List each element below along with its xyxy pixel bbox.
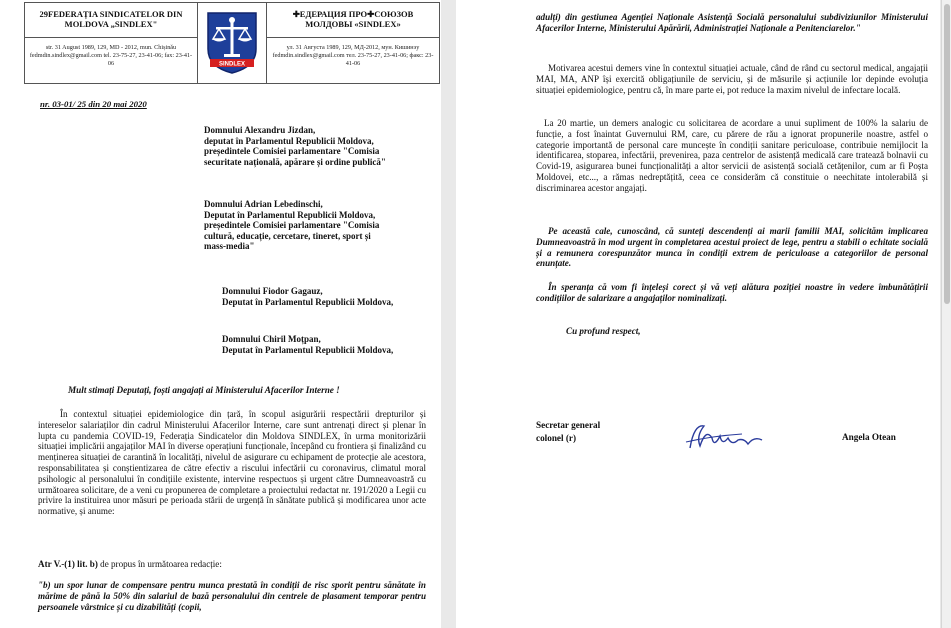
handwritten-signature-icon: [682, 418, 772, 458]
addressee-3-name: Domnului Fiodor Gagauz,: [222, 286, 323, 296]
closing-line: Cu profund respect,: [566, 326, 641, 336]
org-name-ru: ✚ЕДЕРАЦИЯ ПРО✚СОЮЗОВ МОЛДОВЫ «SINDLEX»: [267, 3, 439, 38]
article-line: [38, 559, 426, 570]
paragraph-motivation: Motivarea acestui demers vine în contextul situației actuale, când de rând cu sectorul medical, angajații MAI, MA, ANP își exercită obligațiunile de serviciu, și de măsurile și acțiunile lor depinde evoluția situației epidemiologice, pentru că, în mare parte ei, pot reduce la maxim nivelul de infectare locală.: [536, 63, 928, 95]
reference-number: nr. 03-01/ 25 din 20 mai 2020: [40, 99, 147, 109]
document-page-right: [456, 0, 940, 628]
addressee-1-name: Domnului Alexandru Jizdan,: [204, 125, 316, 135]
org-address-ro: str. 31 August 1989, 129, MD - 2012, mun. Chișinău fedmdin.sindlex@gmail.com tel. 23-75-27, 23-41-06; fax: 23-41-06: [29, 44, 193, 67]
addressee-3: [222, 286, 402, 307]
addressee-2-name: Domnului Adrian Lebedinschi,: [204, 199, 323, 209]
org-address-ru: ул. 31 Августа 1989, 129, МД-2012, мун. Кишинэу fedmdin.sindlex@gmail.com тел. 23-75-27, 23-41-06; факс: 23-41-06: [272, 44, 434, 67]
salutation: Mult stimați Deputați, foști angajați ai Ministerului Afacerilor Interne !: [68, 385, 340, 395]
addressee-3-body: Deputat în Parlamentul Republicii Moldova,: [222, 296, 394, 307]
addressee-4: [222, 334, 402, 355]
article-reference: Atr V.-(1) lit. b): [38, 559, 98, 569]
paragraph-request: Pe această cale, cunoscând, că sunteți descendenți ai marii familii MAI, solicităm implicarea Dumneavoastră în mod urgent în completarea acestui proiect de lege, pentru a stabili o echitate socială și a remunera corespunzător munca în condiții extrem de periculoase a categoriilor de personal enunțate.: [536, 226, 928, 269]
signer-rank: colonel (r): [536, 433, 577, 443]
document-page-left: [0, 0, 441, 628]
addressee-4-name: Domnului Chiril Moțpan,: [222, 334, 321, 344]
article-instruction: de propus în următoarea redacție:: [97, 559, 222, 569]
signer-role-title: Secretar general: [536, 420, 601, 430]
vertical-scrollbar[interactable]: [941, 0, 951, 628]
paragraph-demand: La 20 martie, un demers analogic cu solicitarea de acordare a unui supliment de 100% la salariu de funcție, a fost înaintat Guvernului RM, care, cu părere de rău a ignorat propunerile noastre, astfel o categorie importantă de personal care muncește în condiții sanitare periculoase, contribuie nemijlocit la identificarea, stoparea, infectării, prevenirea, paza centrelor de asistență medicală care tratează bolnavii cu Covid-19, asigurarea bunei funcționalități a altor servicii de asistență socială cetățenilor, cum ar fi Poșta Moldovei, etc..., a rămas nedreptățită, ceea ce considerăm că constituie o neechitate intolerabilă și discriminarea acestor angajați.: [536, 118, 928, 193]
addressee-1-body: deputat în Parlamentul Republicii Moldova, președintele Comisiei parlamentare "Comisia securitate națională, apărare și ordine publică": [204, 135, 386, 167]
proposal-quote-end: adulți) din gestiunea Agenției Naționale Asistență Socială personalului subdiviziunilor Ministerului Afacerilor Interne, Ministerului Apărării, Administrației Naționale a Penitenciarelor.": [536, 12, 928, 33]
addressee-2-body: Deputat în Parlamentul Republicii Moldova, președintele Comisiei parlamentare "Comisia cultură, educație, cercetare, tineret, sport și mass-media": [204, 209, 380, 252]
org-name-ro: 29FEDERAȚIA SINDICATELOR DIN MOLDOVA „SINDLEX": [25, 3, 197, 38]
scrollbar-thumb[interactable]: [944, 4, 950, 304]
sindlex-logo-icon: [202, 9, 262, 75]
paragraph-context: În contextul situației epidemiologice din țară, în scopul asigurării respectării drepturilor și intereselor salariaților din cadrul Ministerului Afacerilor Interne, care sunt antrenați direct și plenar în lupta cu pandemia COVID-19, Federația Sindicatelor din Moldova SINDLEX, în urma monitorizării situației implicării angajaților MAI în diverse operațiuni funcționale, începând cu frontiera și finalizând cu menținerea situației de carantină în localități, nivelul de asigurare cu echipament de protecție ale acestora, responsabilitatea și conștientizarea de către efectiv a riscului infectării cu coronavirus, climatul moral psihologic al personalului în condițiile existente, intervine respectuos și urgent către Dumneavoastră cu următoarea solicitare, de a veni cu propunerea de completare a proiectului redactat nr. 191/2020 a Legii cu privire la instituirea unor măsuri pe perioada stării de urgență în sănătate publică și modificarea unor acte normative, și anume:: [38, 409, 426, 517]
addressee-1: [204, 125, 394, 167]
signer-role: [536, 419, 600, 445]
paragraph-hope: În speranța că vom fi înțeleși corect și vă veți alătura poziției noastre în vedere îmbunătățirii condițiilor de salarizare a angajaților nominalizați.: [536, 282, 928, 303]
addressee-4-body: Deputat în Parlamentul Republicii Moldova,: [222, 344, 394, 355]
proposal-quote-start: "b) un spor lunar de compensare pentru munca prestată în condiții de risc sporit pentru sănătate în mărime de până la 50% din salariul de bază personalului din centrele de plasament temporar pentru persoanele vârstnice și cu dizabilități (copii,: [38, 580, 426, 612]
letterhead: [24, 2, 440, 84]
signer-name: Angela Otean: [842, 432, 896, 442]
svg-text:SINDLEX: SINDLEX: [218, 61, 246, 68]
addressee-2: [204, 199, 394, 252]
